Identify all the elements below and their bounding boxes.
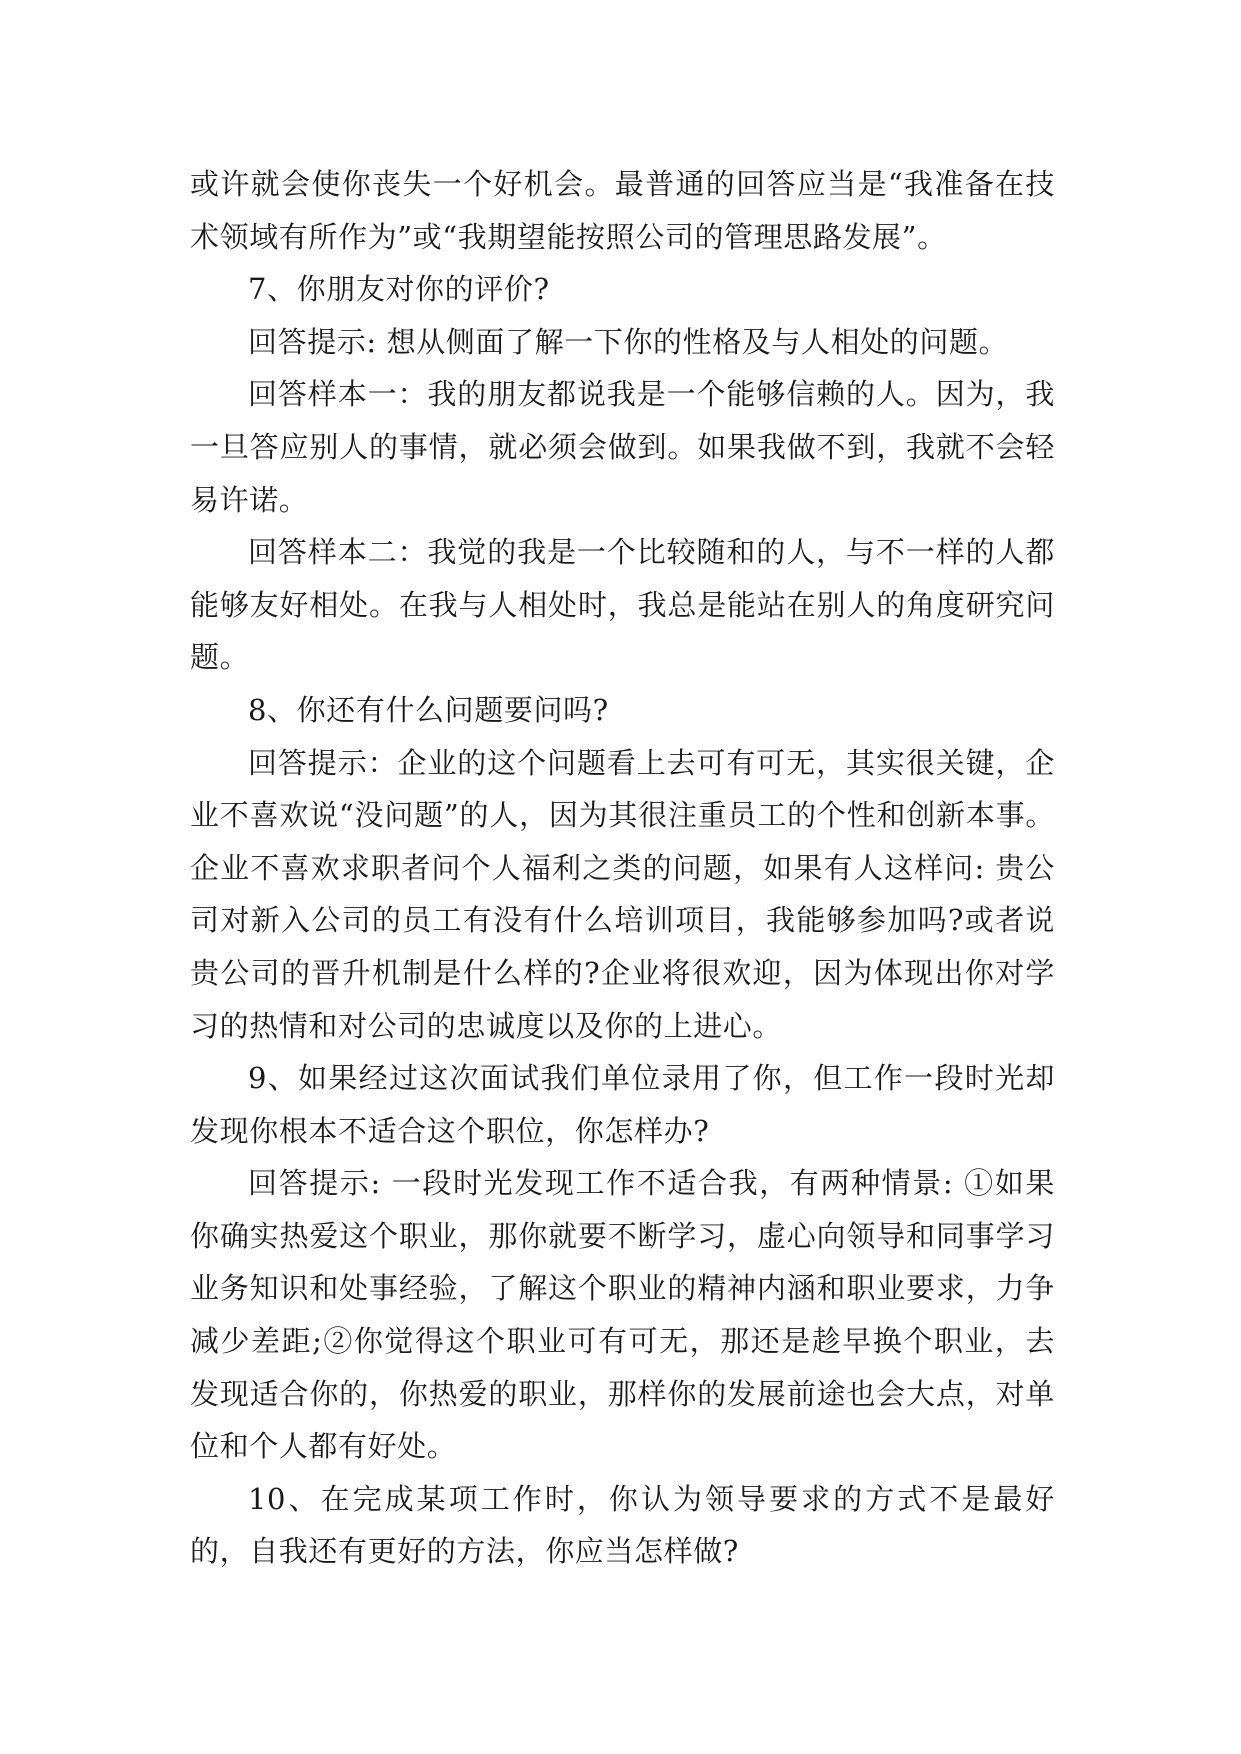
answer-sample-2: 回答样本二：我觉的我是一个比较随和的人，与不一样的人都能够友好相处。在我与人相处时，我总是能站在别人的角度研究问题。 <box>190 535 1055 675</box>
document-body <box>190 158 1055 1578</box>
answer-sample-1: 回答样本一：我的朋友都说我是一个能够信赖的人。因为，我一旦答应别人的事情，就必须会做到。如果我做不到，我就不会轻易许诺。 <box>190 377 1055 517</box>
answer-hint-9: 回答提示: 一段时光发现工作不适合我，有两种情景: ①如果你确实热爱这个职业，那你就要不断学习，虚心向领导和同事学习业务知识和处事经验，了解这个职业的精神内涵和职业要求，力争减少差距;②你觉得这个职业可有可无，那还是趁早换个职业，去发现适合你的，你热爱的职业，那样你的发展前途也会大点，对单位和个人都有好处。 <box>190 1166 1055 1464</box>
question-10: 10、在完成某项工作时，你认为领导要求的方式不是最好的，自我还有更好的方法，你应当怎样做? <box>190 1481 1055 1569</box>
answer-hint-8: 回答提示：企业的这个问题看上去可有可无，其实很关键，企业不喜欢说“没问题”的人，因为其很注重员工的个性和创新本事。企业不喜欢求职者问个人福利之类的问题，如果有人这样问: 贵公司对新入公司的员工有没有什么培训项目，我能够参加吗?或者说贵公司的晋升机制是什么样的?企业将很欢迎，因为体现出你对学习的热情和对公司的忠诚度以及你的上进心。 <box>190 745 1055 1043</box>
paragraph-continuation: 或许就会使你丧失一个好机会。最普通的回答应当是“我准备在技术领域有所作为”或“我期望能按照公司的管理思路发展”。 <box>190 167 1055 254</box>
question-8: 8、你还有什么问题要问吗? <box>248 692 609 727</box>
question-9: 9、如果经过这次面试我们单位录用了你，但工作一段时光却发现你根本不适合这个职位，你怎样办? <box>190 1061 1055 1148</box>
question-7: 7、你朋友对你的评价? <box>248 272 550 307</box>
answer-hint-7: 回答提示: 想从侧面了解一下你的性格及与人相处的问题。 <box>248 324 1009 359</box>
